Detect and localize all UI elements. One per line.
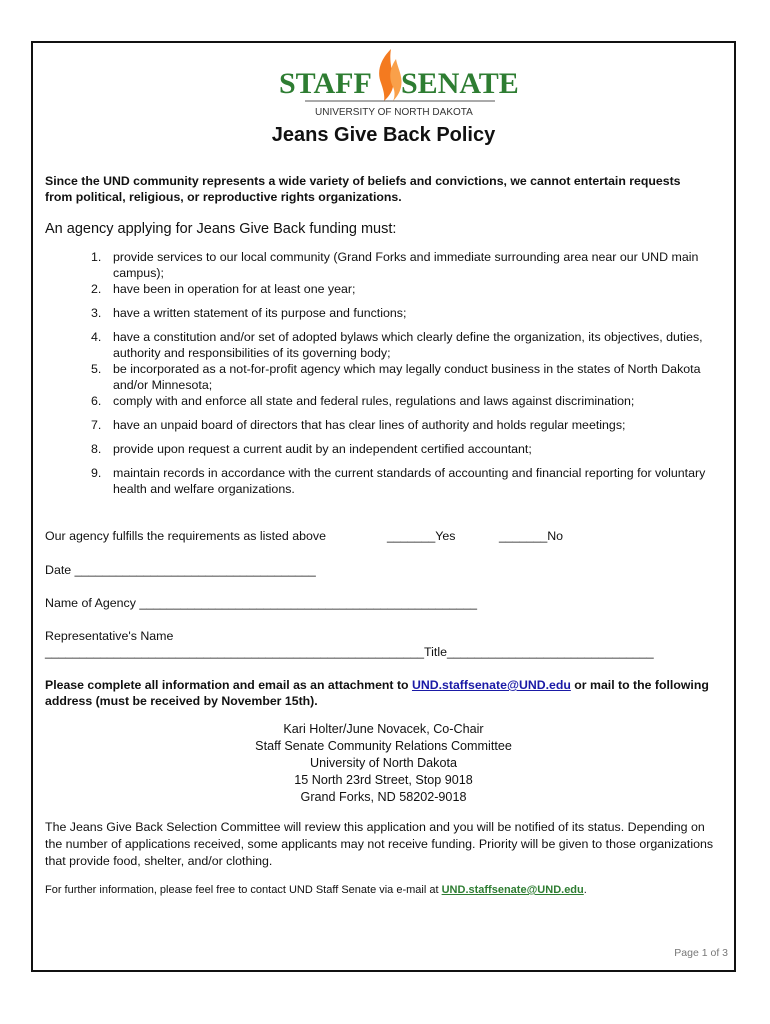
mailing-address bbox=[33, 721, 734, 806]
list-item: 4. have a constitution and/or set of adopted bylaws which clearly define the organization, its objectives, duties, authority and responsibilities of its governing body; bbox=[91, 330, 703, 360]
contact-email-link[interactable]: UND.staffsenate@UND.edu bbox=[441, 884, 584, 896]
address-line: University of North Dakota bbox=[310, 756, 457, 770]
representative-label: Representative's Name bbox=[45, 629, 174, 643]
list-item: 7. have an unpaid board of directors that has clear lines of authority and holds regular meetings; bbox=[91, 418, 626, 432]
list-item: 8. provide upon request a current audit by an independent certified accountant; bbox=[91, 442, 532, 456]
logo-wordmark-left: STAFF bbox=[279, 67, 372, 100]
document-page bbox=[31, 41, 736, 972]
staff-senate-logo bbox=[277, 49, 519, 121]
address-line: Grand Forks, ND 58202-9018 bbox=[300, 790, 467, 804]
list-item: 2. have been in operation for at least one year; bbox=[91, 282, 356, 296]
address-line: Kari Holter/June Novacek, Co-Chair bbox=[283, 722, 484, 736]
address-line: 15 North 23rd Street, Stop 9018 bbox=[294, 773, 473, 787]
agency-name-field[interactable]: Name of Agency _________________________________________________ bbox=[45, 596, 478, 610]
page-title: Jeans Give Back Policy bbox=[271, 124, 496, 146]
email-link[interactable]: UND.staffsenate@UND.edu bbox=[411, 678, 571, 692]
yes-field[interactable]: _______Yes bbox=[387, 529, 456, 543]
requirements-heading: An agency applying for Jeans Give Back funding must: bbox=[45, 221, 397, 237]
list-item: 5. be incorporated as a not-for-profit agency which may legally conduct business in the states of North Dakota and/or Minnesota; bbox=[91, 362, 701, 392]
list-item: 1. provide services to our local community (Grand Forks and immediate surrounding area near our UND main campus); bbox=[91, 250, 699, 280]
representative-title-field[interactable]: _______________________________________________________Title______________________________ bbox=[45, 645, 654, 659]
intro-statement: Since the UND community represents a wide variety of beliefs and convictions, we cannot entertain requests from political, religious, or reproductive rights organizations. bbox=[45, 174, 681, 204]
requirements-list bbox=[79, 249, 709, 497]
list-item: 9. maintain records in accordance with the current standards of accounting and financial reporting for voluntary health and welfare organizations. bbox=[91, 466, 706, 496]
logo-subtitle: UNIVERSITY OF NORTH DAKOTA bbox=[315, 107, 473, 118]
list-item: 3. have a written statement of its purpose and functions; bbox=[91, 306, 407, 320]
date-field[interactable]: Date ___________________________________ bbox=[45, 563, 316, 577]
contact-line: For further information, please feel free to contact UND Staff Senate via e-mail at UND.staffsenate@UND.edu. bbox=[45, 884, 587, 896]
submission-instructions: Please complete all information and email as an attachment to UND.staffsenate@UND.edu or mail to the following address (must be received by November 15th). bbox=[45, 678, 709, 708]
list-item: 6. comply with and enforce all state and federal rules, regulations and laws against discrimination; bbox=[91, 394, 635, 408]
committee-notice: The Jeans Give Back Selection Committee will review this application and you will be notified of its status. Depending on the number of applications received, some applicants may not receive funding. Priority will be given to those organizations that provide food, shelter, and/or clothing. bbox=[45, 820, 714, 868]
no-field[interactable]: _______No bbox=[499, 529, 564, 543]
address-line: Staff Senate Community Relations Committee bbox=[255, 739, 512, 753]
page-number: Page 1 of 3 bbox=[674, 947, 728, 959]
fulfills-label: Our agency fulfills the requirements as listed above bbox=[45, 529, 326, 543]
logo-wordmark-right: SENATE bbox=[401, 67, 519, 100]
fulfills-row bbox=[45, 529, 685, 543]
